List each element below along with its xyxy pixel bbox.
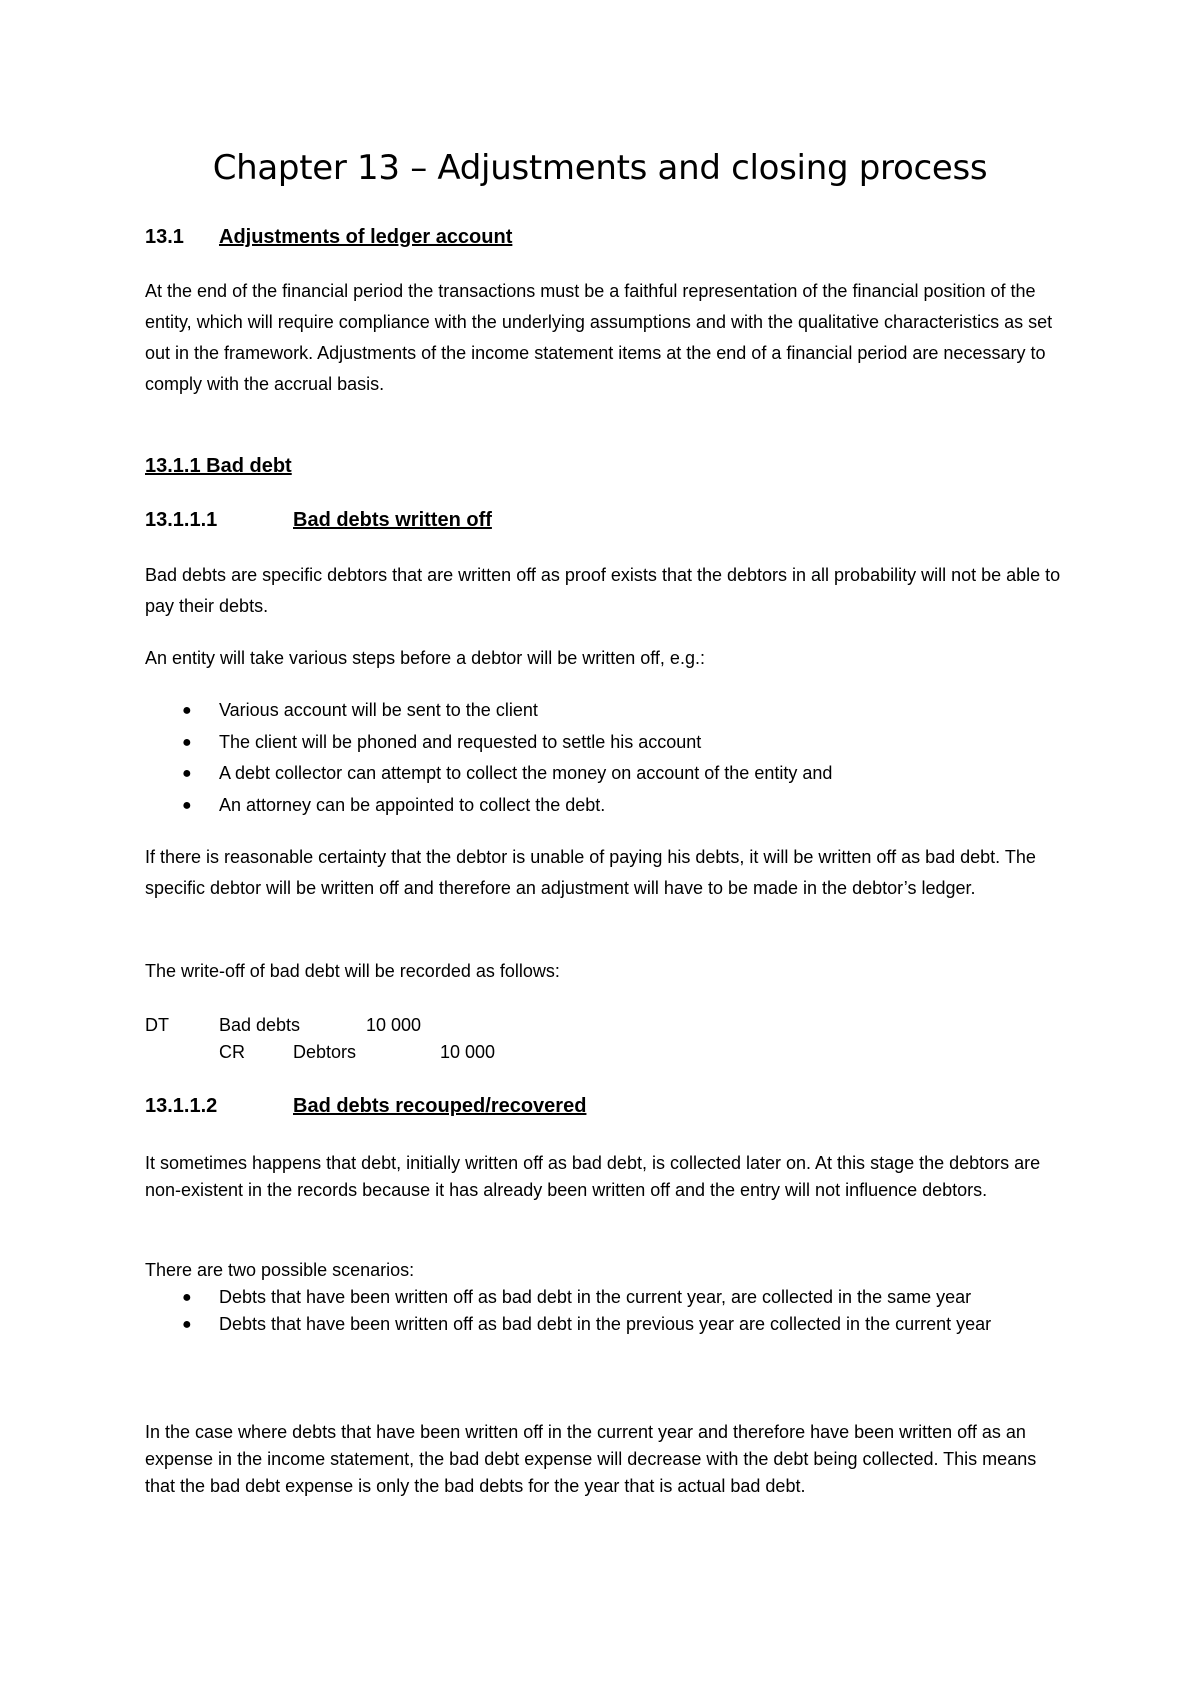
bullet-icon: ● [182, 1289, 192, 1306]
paragraph-recording-intro: The write-off of bad debt will be recorded as follows: [145, 961, 560, 981]
paragraph-steps-intro: An entity will take various steps before a debtor will be written off, e.g.: [145, 648, 705, 668]
paragraph-current-year-collection: In the case where debts that have been written off in the current year and therefore have been written off as an expense in the income statement, the bad debt expense will decrease with the debt being collected. This means that the bad debt expense is only the bad debts for the year that is actual bad debt. [145, 1422, 1037, 1496]
section-heading-13-1-1-1 [145, 509, 492, 532]
paragraph-recouped-intro: It sometimes happens that debt, initially written off as bad debt, is collected later on. At this stage the debtors are non-existent in the records because it has already been written off and the entry will not influence debtors. [145, 1153, 1041, 1200]
list-item: ● Debts that have been written off as bad debt in the current year, are collected in the same year [145, 1284, 1065, 1311]
scenarios-list [145, 1284, 1065, 1338]
list-item: ● An attorney can be appointed to collect the debt. [145, 790, 1065, 822]
journal-credit-label: CR [219, 1042, 245, 1062]
bullet-icon: ● [182, 1316, 192, 1333]
journal-debit-amount: 10 000 [366, 1015, 422, 1035]
journal-credit-account: Debtors [293, 1042, 357, 1062]
journal-debit-label: DT [145, 1015, 169, 1035]
section-number: 13.1 [145, 226, 184, 248]
bullet-icon: ● [182, 796, 192, 814]
list-item: ● Various account will be sent to the client [145, 695, 1065, 727]
paragraph-write-off-condition: If there is reasonable certainty that the debtor is unable of paying his debts, it will be written off as bad debt. The specific debtor will be written off and therefore an adjustment will have to be made in the debtor’s ledger. [145, 847, 1036, 898]
steps-list [145, 695, 1065, 821]
journal-debit-account: Bad debts [219, 1015, 301, 1035]
section-title: Bad debts recouped/recovered [293, 1095, 587, 1117]
list-item: ● The client will be phoned and requested to settle his account [145, 727, 1065, 759]
section-title: Adjustments of ledger account [219, 226, 513, 248]
section-heading-13-1 [145, 226, 512, 249]
section-number: 13.1.1.1 [145, 509, 218, 531]
bullet-icon: ● [182, 765, 192, 782]
section-heading-13-1-1-2 [145, 1095, 586, 1118]
bullet-icon: ● [182, 733, 192, 751]
journal-entry [145, 1012, 545, 1072]
list-item: ● A debt collector can attempt to collect the money on account of the entity and [145, 758, 1065, 790]
journal-credit-amount: 10 000 [440, 1042, 496, 1062]
bullet-icon: ● [182, 702, 192, 719]
section-heading-13-1-1: 13.1.1 Bad debt [145, 455, 292, 477]
chapter-title: Chapter 13 – Adjustments and closing process [212, 148, 988, 188]
section-number: 13.1.1.2 [145, 1095, 218, 1117]
list-item: ● Debts that have been written off as bad debt in the previous year are collected in the current year [145, 1311, 1065, 1338]
paragraph-scenarios-intro: There are two possible scenarios: [145, 1260, 415, 1280]
paragraph-adjustments-intro: At the end of the financial period the transactions must be a faithful representation of the financial position of the entity, which will require compliance with the underlying assumptions and with the qualitative characteristics as set out in the framework. Adjustments of the income statement items at the end of a financial period are necessary to comply with the accrual basis. [145, 281, 1053, 394]
section-title: Bad debts written off [293, 509, 492, 531]
paragraph-bad-debts-definition: Bad debts are specific debtors that are written off as proof exists that the debtors in all probability will not be able to pay their debts. [145, 565, 1061, 616]
